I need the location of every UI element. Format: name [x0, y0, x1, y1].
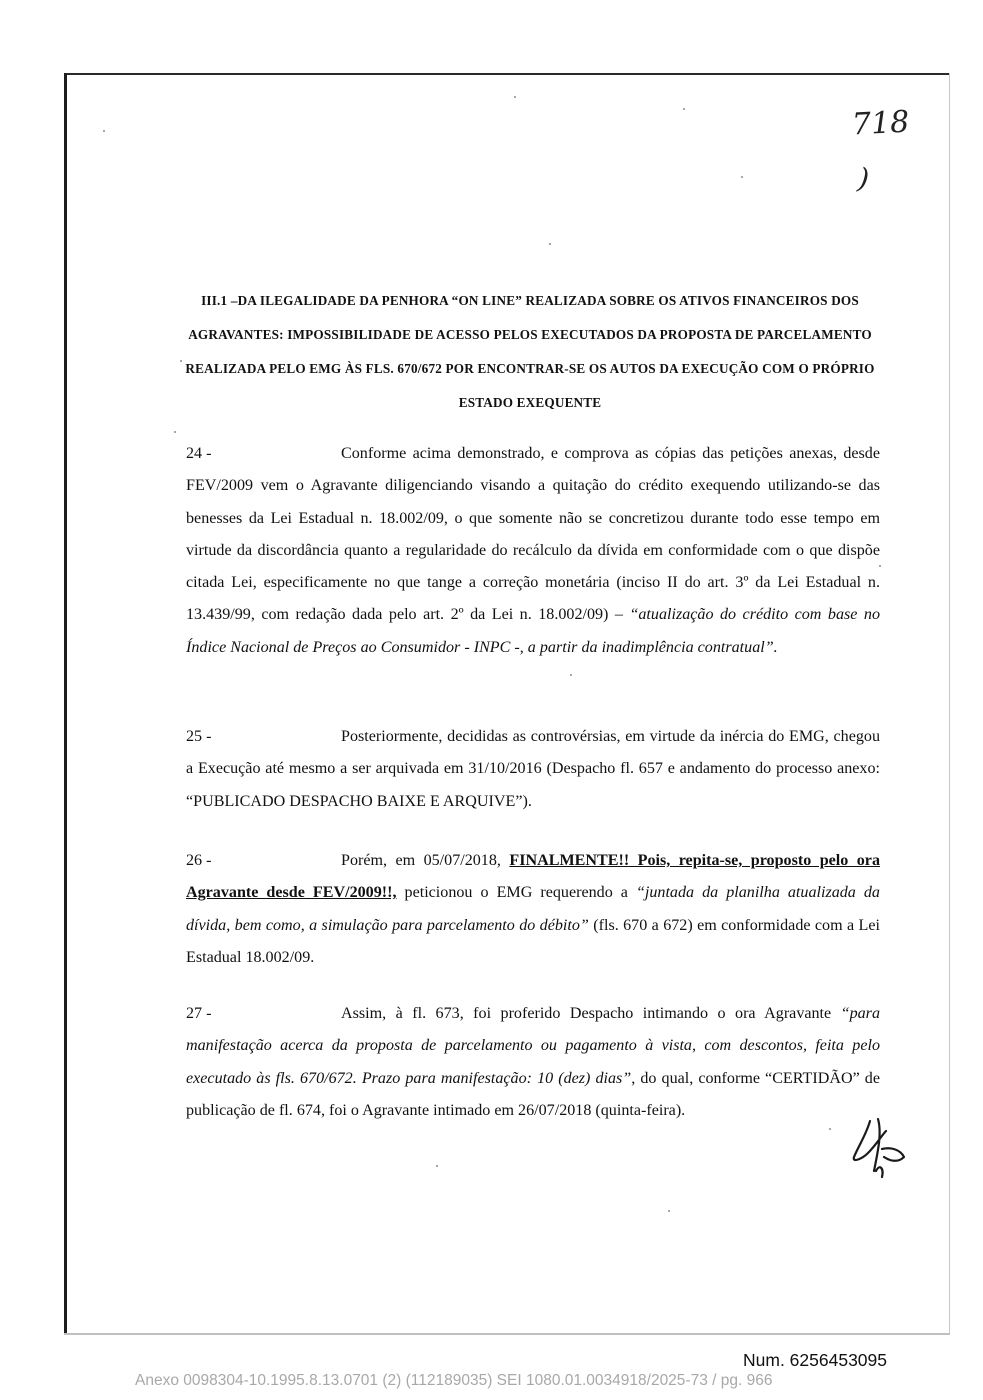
page-frame-top — [66, 73, 950, 75]
paragraph-27 — [186, 998, 880, 1127]
page-frame-bottom — [64, 1333, 950, 1335]
paragraph-quote: “para manifestação acerca da proposta de parcelamento ou pagamento à vista, com descontos, feita pelo executado às fls. 670/672. Prazo para manifestação: 10 (dez) dias” — [186, 1005, 880, 1087]
scan-speck — [103, 130, 105, 132]
footer-metadata: Anexo 0098304-10.1995.8.13.0701 (2) (112189035) SEI 1080.01.0034918/2025-73 / pg. 966 — [135, 1372, 773, 1389]
scan-speck — [549, 243, 551, 245]
paragraph-text: Posteriormente, decididas as controvérsias, em virtude da inércia do EMG, chegou a Execução até mesmo a ser arquivada em 31/10/2016 (Despacho fl. 657 e andamento do processo anexo: “PUBLICADO DESPACHO BAIXE E ARQUIVE”). — [186, 728, 880, 810]
paragraph-tail: , do qual, conforme “CERTIDÃO” de publicação de fl. 674, foi o Agravante intimado em 26/07/2018 (quinta-feira). — [186, 1069, 880, 1119]
paragraph-25 — [186, 721, 880, 818]
scan-speck — [683, 108, 685, 110]
paragraph-tail: (fls. 670 a 672) em conformidade com a Lei Estadual 18.002/09. — [186, 916, 880, 966]
paragraph-emphasis: FINALMENTE!! Pois, repita-se, proposto pelo ora Agravante desde FEV/2009!!, — [186, 852, 880, 902]
page-frame-right — [949, 73, 950, 1335]
scan-speck — [174, 431, 176, 433]
paragraph-number: 26 - — [186, 852, 212, 869]
paragraph-number: 27 - — [186, 1005, 212, 1022]
document-number: Num. 6256453095 — [743, 1350, 887, 1370]
scan-speck — [741, 176, 743, 178]
section-heading: III.1 –DA ILEGALIDADE DA PENHORA “ON LINE” REALIZADA SOBRE OS ATIVOS FINANCEIROS DOS AGRAVANTES: IMPOSSIBILIDADE DE ACESSO PELOS EXECUTADOS DA PROPOSTA DE PARCELAMENTO REALIZADA PELO EMG ÀS FLS. 670/672 POR ENCONTRAR-SE OS AUTOS DA EXECUÇÃO COM O PRÓPRIO ESTADO EXEQUENTE — [185, 293, 875, 410]
scan-speck — [514, 96, 516, 98]
paragraph-24 — [186, 438, 880, 664]
paragraph-text: Conforme acima demonstrado, e comprova as cópias das petições anexas, desde FEV/2009 vem o Agravante diligenciando visando a quitação do crédito exequendo utilizando-se das benesses da Lei Estadual n. 18.002/09, o que somente não se concretizou durante todo esse tempo em virtude da discordância quanto a regularidade do recálculo da dívida em conformidade com o que dispõe citada Lei, especificamente no que tange a correção monetária (inciso II do art. 3º da Lei Estadual n. 13.439/99, com redação dada pelo art. 2º da Lei n. 18.002/09) – — [186, 445, 880, 624]
paragraph-number: 25 - — [186, 728, 212, 745]
handwritten-page-number: 718 — [851, 104, 911, 143]
scan-speck — [436, 1165, 438, 1167]
paragraph-lead: Porém, em 05/07/2018, — [341, 852, 510, 869]
scan-speck — [668, 1210, 670, 1212]
paragraph-26 — [186, 845, 880, 974]
handwritten-mark: ) — [856, 161, 871, 196]
page-frame-left — [64, 73, 67, 1335]
paragraph-number: 24 - — [186, 445, 212, 462]
paragraph-mid: peticionou o EMG requerendo a — [396, 884, 636, 902]
paragraph-quote: “juntada da planilha atualizada da dívida, bem como, a simulação para parcelamento do débito” — [186, 884, 880, 934]
scan-speck — [570, 674, 572, 676]
paragraph-lead: Assim, à fl. 673, foi proferido Despacho intimando o ora Agravante — [341, 1005, 841, 1022]
scan-speck — [829, 1128, 831, 1130]
paragraph-quote: “atualização do crédito com base no Índice Nacional de Preços ao Consumidor - INPC -, a partir da inadimplência contratual”. — [186, 606, 880, 656]
handwritten-signature — [848, 1113, 908, 1183]
